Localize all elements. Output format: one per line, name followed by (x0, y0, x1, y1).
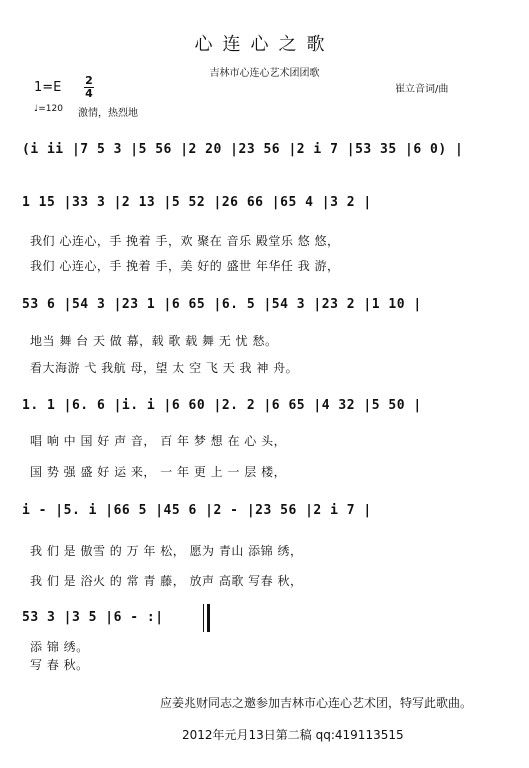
song-title: 心连心之歌 (194, 34, 335, 55)
lyric-row-3-verse-2: 国 势 强 盛 好 运 来， 一 年 更 上 一 层 楼， (30, 465, 287, 479)
lyric-row-2-verse-1: 地当 舞 台 天 做 幕，载 歌 载 舞 无 忧 愁。 (30, 334, 278, 348)
lyric-row-4-verse-1: 我 们 是 傲雪 的 万 年 松， 愿为 青山 添锦 绣， (30, 544, 303, 558)
song-subtitle: 吉林市心连心艺术团团歌 (209, 68, 320, 79)
time-signature (84, 76, 94, 99)
lyric-row-5-verse-1: 添 锦 绣。 (30, 640, 89, 654)
lyric-row-3-verse-1: 唱 响 中 国 好 声 音， 百 年 梦 想 在 心 头， (30, 434, 287, 448)
lyric-row-4-verse-2: 我 们 是 浴火 的 常 青 藤， 放声 高歌 写春 秋， (30, 574, 303, 588)
lyric-row-2-verse-2: 看大海游 弋 我航 母，望 太 空 飞 天 我 神 舟。 (30, 361, 299, 375)
time-signature-top: 2 (85, 74, 93, 87)
lyric-row-5-verse-2: 写 春 秋。 (30, 658, 89, 672)
footer-note: 应姜兆财同志之邀参加吉林市心连心艺术团，特写此歌曲。 (160, 696, 473, 710)
notation-row-5: 53 3 |3 5 |6 - :| (22, 610, 164, 625)
notation-row-1: 1 15 |33 3 |2 13 |5 52 |26 66 |65 4 |3 2 | (22, 195, 372, 210)
time-signature-bottom: 4 (85, 87, 93, 100)
expression-marking: 激情，热烈地 (78, 108, 138, 119)
final-barline-thick (207, 604, 210, 632)
tempo-marking: ♩=120 (34, 104, 63, 114)
lyric-row-1-verse-1: 我们 心连心，手 挽着 手，欢 聚在 音乐 殿堂乐 悠 悠， (30, 234, 340, 248)
final-barline-thin (203, 604, 204, 632)
notation-row-2: 53 6 |54 3 |23 1 |6 65 |6. 5 |54 3 |23 2 |1 10 | (22, 297, 422, 312)
notation-row-intro: (i ii |7 5 3 |5 56 |2 20 |23 56 |2 i 7 |53 35 |6 0) | (22, 142, 464, 157)
footer-date: 2012年元月13日第二稿 qq:419113515 (182, 728, 404, 742)
notation-row-4: i - |5. i |66 5 |45 6 |2 - |23 56 |2 i 7 | (22, 503, 372, 518)
lyric-row-1-verse-2: 我们 心连心，手 挽着 手，美 好的 盛世 年华任 我 游， (30, 259, 340, 273)
composer-credit: 崔立音词/曲 (395, 84, 449, 95)
key-signature: 1=E (34, 80, 62, 95)
notation-row-3: 1. 1 |6. 6 |i. i |6 60 |2. 2 |6 65 |4 32 |5 50 | (22, 398, 422, 413)
